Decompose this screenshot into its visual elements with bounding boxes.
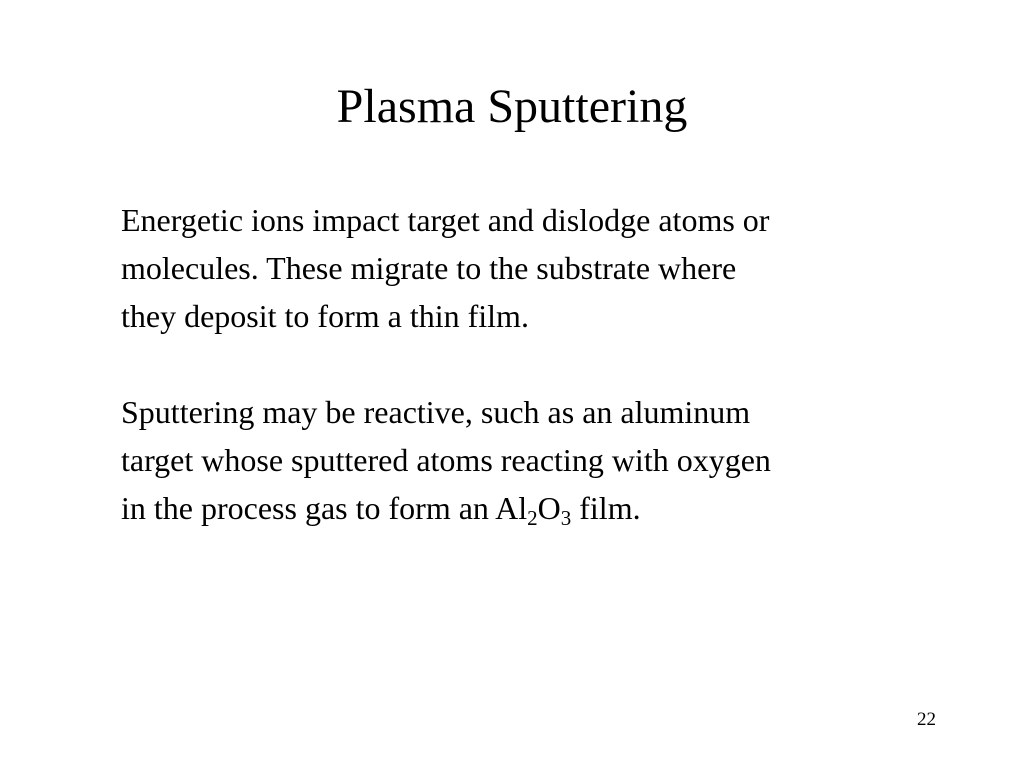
formula-oxygen: O [537, 490, 561, 526]
page-number: 22 [917, 709, 936, 730]
paragraph-2-line-3-prefix: in the process gas to form an Al [121, 490, 528, 526]
paragraph-2-line-1: Sputtering may be reactive, such as an aluminum [121, 394, 751, 430]
paragraph-1-line-1: Energetic ions impact target and dislodge atoms or [121, 202, 770, 238]
subscript-2: 2 [527, 506, 538, 530]
paragraph-2-line-3 [121, 484, 961, 532]
subscript-3: 3 [560, 506, 572, 530]
slide-body [121, 196, 961, 532]
paragraph-1 [121, 196, 961, 340]
paragraph-1-line-2: molecules. These migrate to the substrate where [121, 250, 737, 286]
paragraph-1-line-3: they deposit to form a thin film. [121, 298, 529, 334]
paragraph-2-line-2: target whose sputtered atoms reacting with oxygen [121, 442, 771, 478]
paragraph-2 [121, 388, 961, 532]
paragraph-spacer [121, 340, 961, 388]
slide-title: Plasma Sputtering [336, 80, 688, 133]
paragraph-2-line-3-suffix: film. [571, 490, 641, 526]
